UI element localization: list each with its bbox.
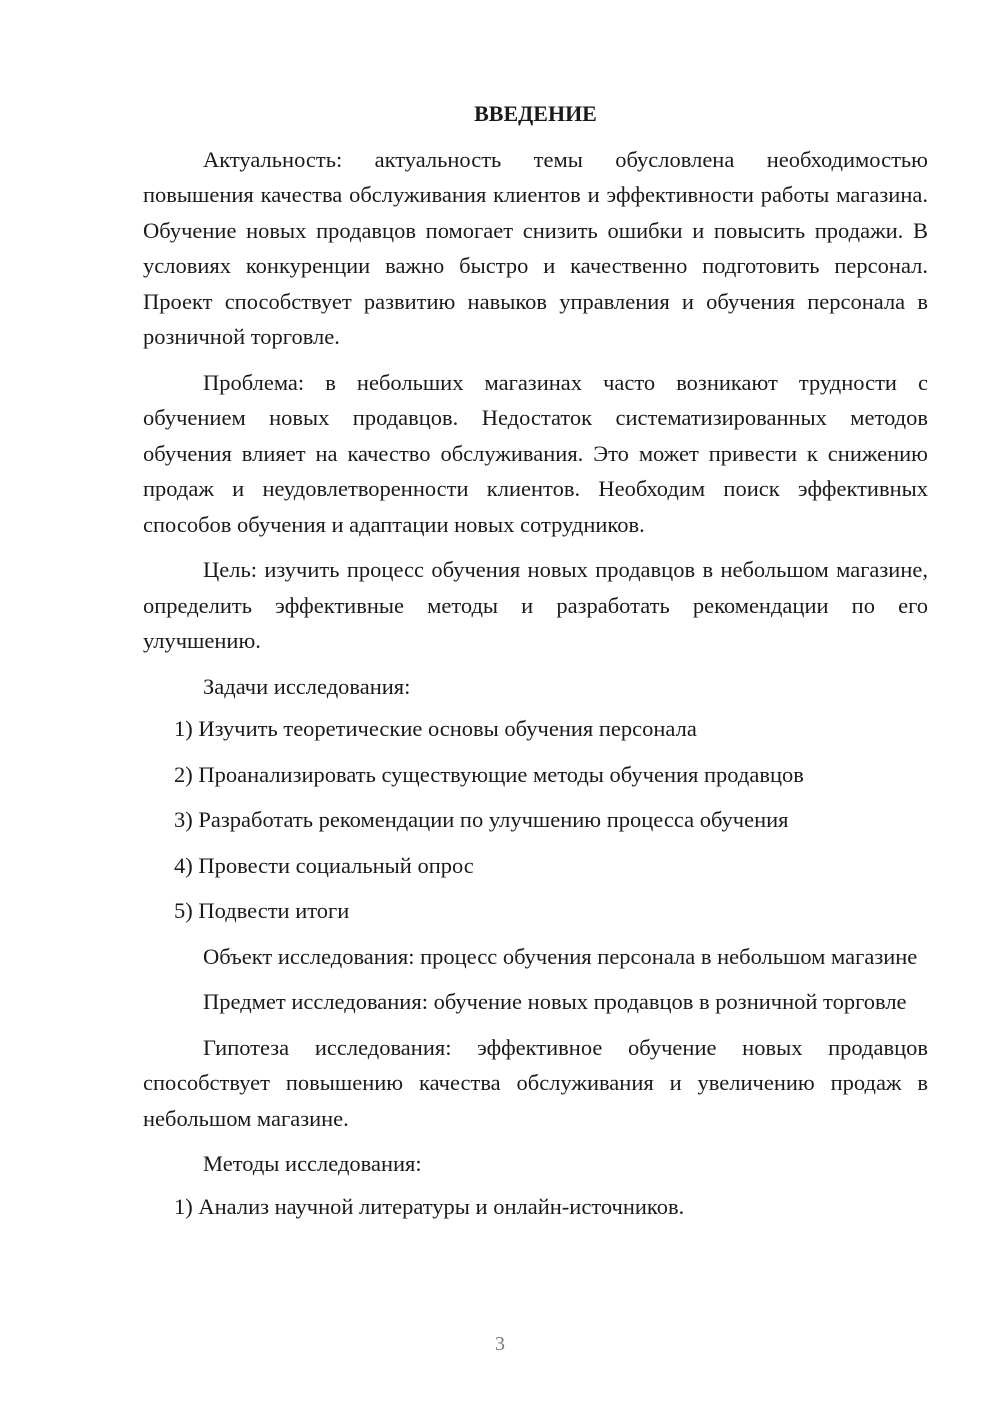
problem-paragraph: Проблема: в небольших магазинах часто возникают трудности с обучением новых продавцов. Недостаток систематизированных методов обучения влияет на качество обслуживания. Это может привести к снижению продаж и неудовлетворенности клиентов. Необходим поиск эффективных способов обучения и адаптации новых сотрудников.: [143, 369, 928, 537]
relevance-paragraph: Актуальность: актуальность темы обусловлена необходимостью повышения качества обслуживания клиентов и эффективности работы магазина. Обучение новых продавцов помогает снизить ошибки и повысить продажи. В условиях конкуренции важно быстро и качественно подготовить персонал. Проект способствует развитию навыков управления и обучения персонала в розничной торговле.: [143, 146, 928, 349]
task-item-1: 1) Изучить теоретические основы обучения персонала: [174, 716, 697, 741]
task-item-3: 3) Разработать рекомендации по улучшению процесса обучения: [174, 807, 789, 832]
method-item-1: 1) Анализ научной литературы и онлайн-источников.: [174, 1193, 685, 1219]
task-item-4: 4) Провести социальный опрос: [174, 852, 474, 878]
page-title: ВВЕДЕНИЕ: [474, 101, 597, 126]
subject-paragraph: Предмет исследования: обучение новых продавцов в розничной торговле: [203, 989, 907, 1014]
task-item-5: 5) Подвести итоги: [174, 898, 350, 923]
goal-paragraph: Цель: изучить процесс обучения новых продавцов в небольшом магазине, определить эффективные методы и разработать рекомендации по его улучшению.: [143, 557, 928, 653]
tasks-heading: Задачи исследования:: [203, 673, 411, 699]
methods-heading: Методы исследования:: [203, 1151, 422, 1176]
object-paragraph: Объект исследования: процесс обучения персонала в небольшом магазине: [203, 943, 918, 969]
page-number: 3: [495, 1333, 505, 1355]
task-item-2: 2) Проанализировать существующие методы обучения продавцов: [174, 761, 804, 787]
hypothesis-paragraph: Гипотеза исследования: эффективное обучение новых продавцов способствует повышению качества обслуживания и увеличению продаж в небольшом магазине.: [143, 1034, 928, 1131]
document-page: [143, 96, 928, 1234]
